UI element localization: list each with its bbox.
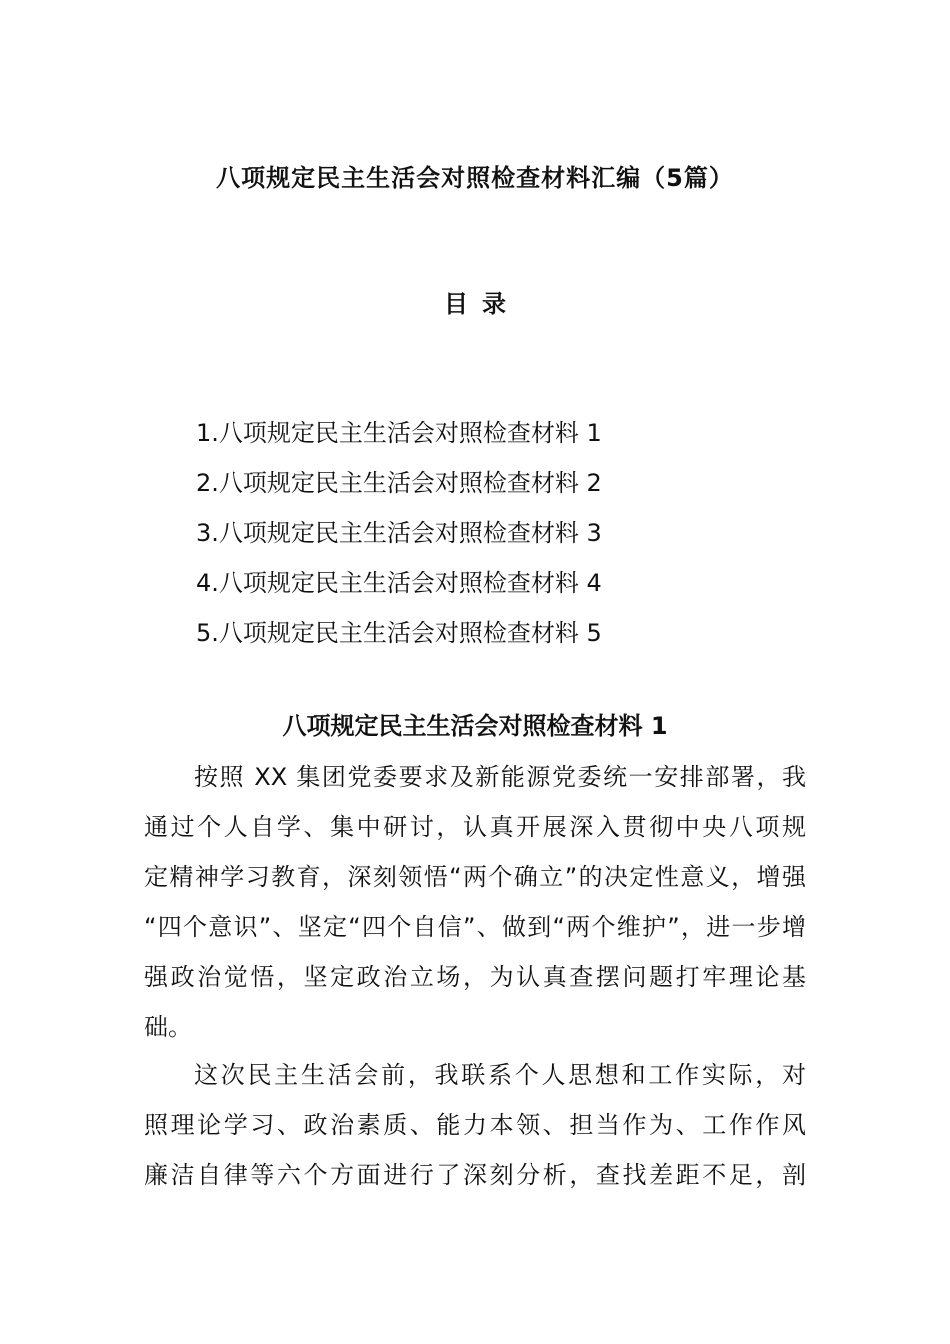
paragraph-line: 础。	[144, 1013, 192, 1041]
paragraph-line: 强政治觉悟，坚定政治立场，为认真查摆问题打牢理论基	[144, 963, 806, 991]
paragraph-line: 这次民主生活会前，我联系个人思想和工作实际，对	[194, 1061, 806, 1089]
toc-heading-char: 目	[444, 290, 468, 318]
toc-item[interactable]: 2.八项规定民主生活会对照检查材料 2	[196, 469, 602, 497]
toc-item[interactable]: 4.八项规定民主生活会对照检查材料 4	[196, 569, 602, 597]
paragraph-line: 廉洁自律等六个方面进行了深刻分析，查找差距不足，剖	[144, 1161, 806, 1189]
toc-item[interactable]: 5.八项规定民主生活会对照检查材料 5	[196, 619, 602, 647]
paragraph-line: 照理论学习、政治素质、能力本领、担当作为、工作作风	[144, 1111, 806, 1139]
section-title: 八项规定民主生活会对照检查材料 1	[282, 712, 668, 740]
toc-heading	[0, 286, 950, 322]
paragraph-line: 按照 XX 集团党委要求及新能源党委统一安排部署，我	[194, 763, 806, 791]
table-of-contents	[196, 408, 602, 658]
toc-item[interactable]: 3.八项规定民主生活会对照检查材料 3	[196, 519, 602, 547]
toc-heading-char: 录	[482, 290, 506, 318]
paragraph-line: “四个意识”、坚定“四个自信”、做到“两个维护”，进一步增	[144, 913, 806, 941]
body-paragraph	[144, 1050, 806, 1200]
document-title: 八项规定民主生活会对照检查材料汇编（5篇）	[216, 164, 734, 192]
paragraph-line: 定精神学习教育，深刻领悟“两个确立”的决定性意义，增强	[144, 863, 806, 891]
toc-item[interactable]: 1.八项规定民主生活会对照检查材料 1	[196, 419, 602, 447]
paragraph-line: 通过个人自学、集中研讨，认真开展深入贯彻中央八项规	[144, 813, 806, 841]
body-paragraph	[144, 752, 806, 1052]
